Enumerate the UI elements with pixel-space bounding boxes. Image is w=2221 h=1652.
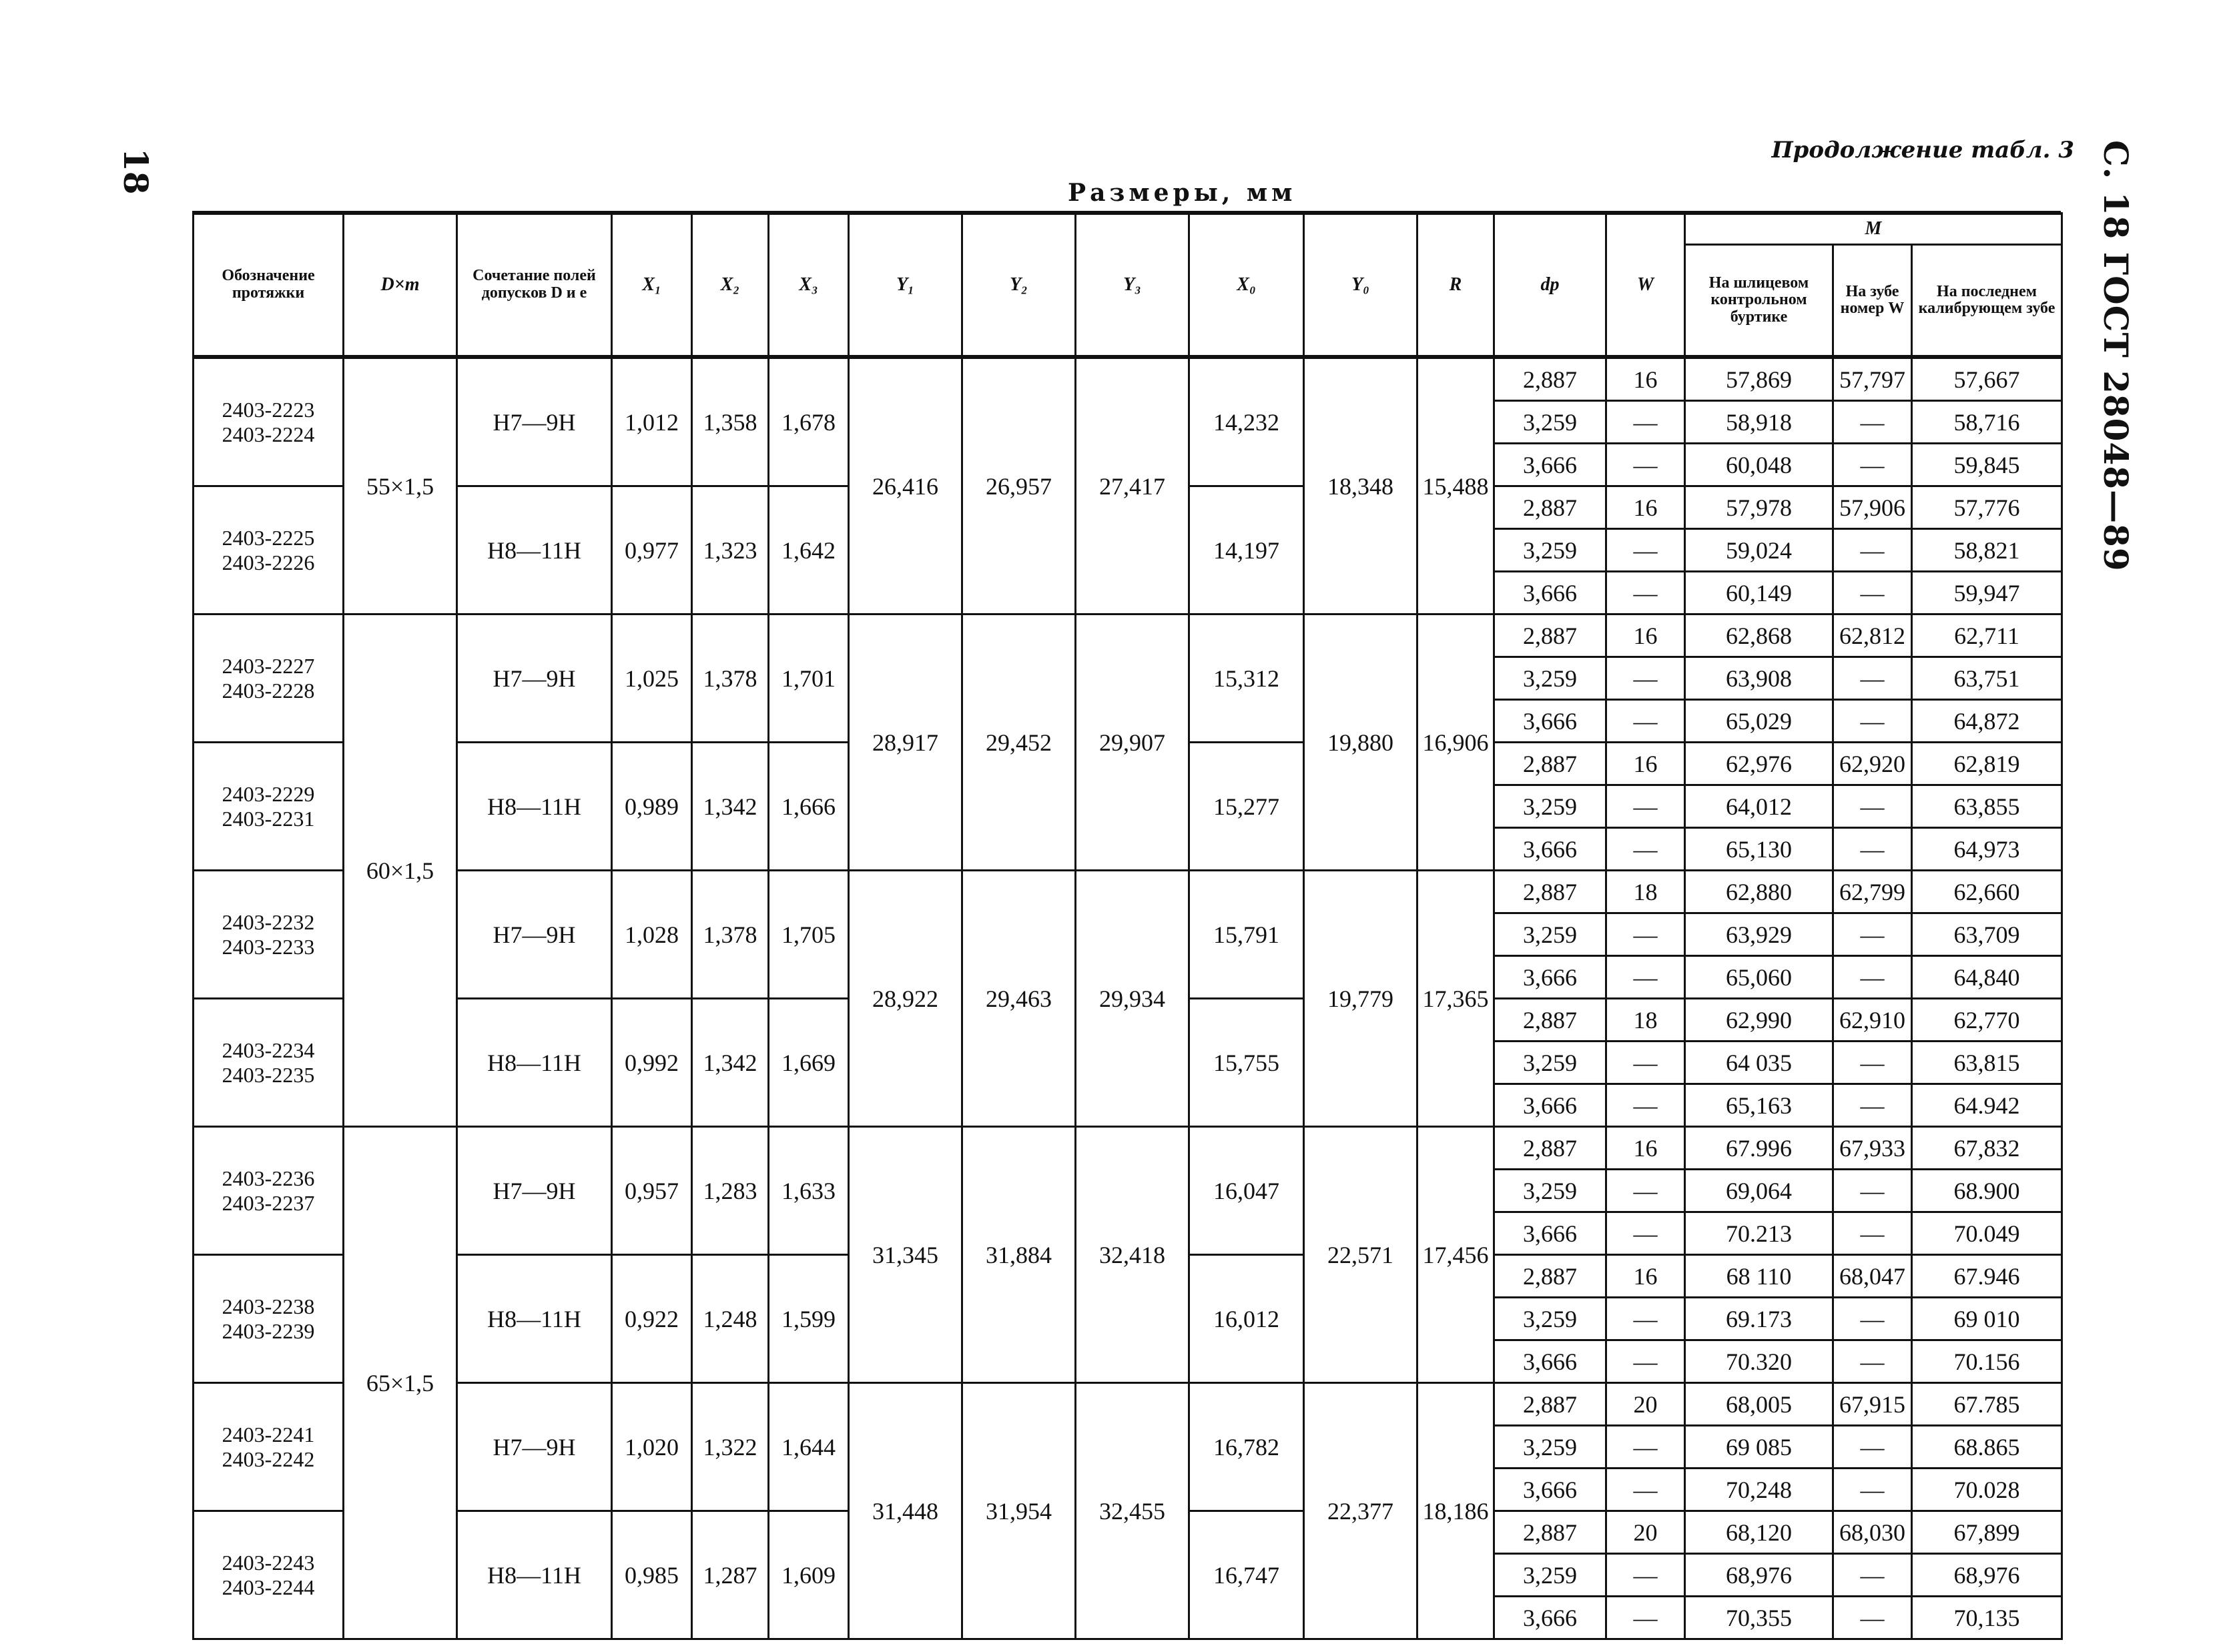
y0-cell: 19,779 bbox=[1304, 871, 1417, 1127]
dp-cell: 3,666 bbox=[1494, 1212, 1606, 1255]
m-spline-cell: 59,024 bbox=[1685, 529, 1833, 572]
designation-cell bbox=[194, 1383, 344, 1511]
m-last-cell: 68,976 bbox=[1912, 1554, 2062, 1597]
m-spline-cell: 64 035 bbox=[1685, 1042, 1833, 1084]
w-cell: — bbox=[1606, 1212, 1685, 1255]
x1-cell: 0,977 bbox=[612, 486, 692, 614]
dp-cell: 3,259 bbox=[1494, 1426, 1606, 1469]
header-x1: X₁ bbox=[612, 214, 692, 358]
dp-cell: 3,666 bbox=[1494, 444, 1606, 486]
x2-cell: 1,323 bbox=[692, 486, 769, 614]
m-spline-cell: 60,048 bbox=[1685, 444, 1833, 486]
m-spline-cell: 62,880 bbox=[1685, 871, 1833, 913]
m-spline-cell: 68,120 bbox=[1685, 1511, 1833, 1554]
m-spline-cell: 65,163 bbox=[1685, 1084, 1833, 1127]
m-last-cell: 70.028 bbox=[1912, 1469, 2062, 1511]
designation-code: 2403-2232 bbox=[222, 909, 315, 934]
table-row bbox=[194, 357, 2062, 401]
w-cell: 16 bbox=[1606, 1127, 1685, 1170]
dp-cell: 2,887 bbox=[1494, 743, 1606, 785]
x2-cell: 1,283 bbox=[692, 1127, 769, 1255]
m-last-cell: 62,770 bbox=[1912, 999, 2062, 1042]
m-tooth-cell: 68,030 bbox=[1833, 1511, 1912, 1554]
x3-cell: 1,644 bbox=[769, 1383, 849, 1511]
x3-cell: 1,599 bbox=[769, 1255, 849, 1383]
header-m-tooth: На зубе номер W bbox=[1833, 245, 1912, 358]
m-tooth-cell: — bbox=[1833, 1212, 1912, 1255]
header-dm: D×m bbox=[344, 214, 457, 358]
y3-cell: 29,907 bbox=[1076, 614, 1189, 871]
designation-cell bbox=[194, 486, 344, 614]
header-r: R bbox=[1417, 214, 1494, 358]
dp-cell: 3,666 bbox=[1494, 1340, 1606, 1383]
dp-cell: 3,259 bbox=[1494, 785, 1606, 828]
m-spline-cell: 68,976 bbox=[1685, 1554, 1833, 1597]
x0-cell: 16,012 bbox=[1189, 1255, 1304, 1383]
m-spline-cell: 65,130 bbox=[1685, 828, 1833, 871]
m-last-cell: 63,751 bbox=[1912, 657, 2062, 700]
designation-code: 2403-2234 bbox=[222, 1038, 315, 1062]
w-cell: — bbox=[1606, 913, 1685, 956]
dp-cell: 2,887 bbox=[1494, 999, 1606, 1042]
w-cell: 20 bbox=[1606, 1511, 1685, 1554]
m-last-cell: 62,711 bbox=[1912, 614, 2062, 657]
x0-cell: 16,047 bbox=[1189, 1127, 1304, 1255]
w-cell: 16 bbox=[1606, 486, 1685, 529]
m-last-cell: 57,667 bbox=[1912, 357, 2062, 401]
tolerance-cell: H7—9H bbox=[457, 1127, 612, 1255]
designation-code: 2403-2242 bbox=[222, 1447, 315, 1471]
m-spline-cell: 70.213 bbox=[1685, 1212, 1833, 1255]
m-spline-cell: 70.320 bbox=[1685, 1340, 1833, 1383]
tolerance-cell: H8—11H bbox=[457, 743, 612, 871]
w-cell: — bbox=[1606, 1469, 1685, 1511]
m-tooth-cell: 62,910 bbox=[1833, 999, 1912, 1042]
table-row bbox=[194, 1383, 2062, 1426]
designation-code: 2403-2243 bbox=[222, 1550, 315, 1575]
designation-code: 2403-2228 bbox=[222, 678, 315, 703]
w-cell: — bbox=[1606, 1426, 1685, 1469]
m-last-cell: 59,947 bbox=[1912, 572, 2062, 614]
m-spline-cell: 63,908 bbox=[1685, 657, 1833, 700]
x1-cell: 0,957 bbox=[612, 1127, 692, 1255]
m-last-cell: 64,973 bbox=[1912, 828, 2062, 871]
w-cell: — bbox=[1606, 1170, 1685, 1212]
m-tooth-cell: — bbox=[1833, 1340, 1912, 1383]
y3-cell: 27,417 bbox=[1076, 357, 1189, 614]
y1-cell: 31,345 bbox=[849, 1127, 962, 1383]
m-spline-cell: 69,064 bbox=[1685, 1170, 1833, 1212]
tolerance-cell: H8—11H bbox=[457, 999, 612, 1127]
m-tooth-cell: — bbox=[1833, 913, 1912, 956]
w-cell: — bbox=[1606, 1084, 1685, 1127]
m-last-cell: 58,821 bbox=[1912, 529, 2062, 572]
table-continuation-label: Продолжение табл. 3 bbox=[1771, 137, 2074, 163]
m-tooth-cell: — bbox=[1833, 700, 1912, 743]
m-last-cell: 63,815 bbox=[1912, 1042, 2062, 1084]
tolerance-cell: H8—11H bbox=[457, 1255, 612, 1383]
x2-cell: 1,248 bbox=[692, 1255, 769, 1383]
y0-cell: 19,880 bbox=[1304, 614, 1417, 871]
tolerance-cell: H7—9H bbox=[457, 614, 612, 743]
dp-cell: 3,666 bbox=[1494, 572, 1606, 614]
r-cell: 18,186 bbox=[1417, 1383, 1494, 1639]
table-row bbox=[194, 614, 2062, 657]
dp-cell: 3,666 bbox=[1494, 956, 1606, 999]
header-dp: dр bbox=[1494, 214, 1606, 358]
units-caption: Размеры, мм bbox=[1068, 179, 1297, 207]
m-spline-cell: 68 110 bbox=[1685, 1255, 1833, 1298]
designation-code: 2403-2244 bbox=[222, 1575, 315, 1599]
w-cell: 20 bbox=[1606, 1383, 1685, 1426]
x3-cell: 1,701 bbox=[769, 614, 849, 743]
m-last-cell: 62,660 bbox=[1912, 871, 2062, 913]
header-y1: Y₁ bbox=[849, 214, 962, 358]
m-spline-cell: 69 085 bbox=[1685, 1426, 1833, 1469]
m-spline-cell: 70,248 bbox=[1685, 1469, 1833, 1511]
dp-cell: 2,887 bbox=[1494, 1127, 1606, 1170]
w-cell: — bbox=[1606, 444, 1685, 486]
m-last-cell: 67,832 bbox=[1912, 1127, 2062, 1170]
x0-cell: 15,277 bbox=[1189, 743, 1304, 871]
header-designation: Обозначение протяжки bbox=[194, 214, 344, 358]
table-row bbox=[194, 871, 2062, 913]
x1-cell: 1,025 bbox=[612, 614, 692, 743]
dp-cell: 3,666 bbox=[1494, 1597, 1606, 1639]
m-last-cell: 59,845 bbox=[1912, 444, 2062, 486]
m-tooth-cell: — bbox=[1833, 1426, 1912, 1469]
x1-cell: 1,020 bbox=[612, 1383, 692, 1511]
m-tooth-cell: — bbox=[1833, 1469, 1912, 1511]
y0-cell: 18,348 bbox=[1304, 357, 1417, 614]
dp-cell: 3,666 bbox=[1494, 828, 1606, 871]
designation-cell bbox=[194, 1127, 344, 1255]
dm-cell: 55×1,5 bbox=[344, 357, 457, 614]
designation-code: 2403-2238 bbox=[222, 1294, 315, 1318]
designation-code: 2403-2233 bbox=[222, 934, 315, 959]
designation-code: 2403-2226 bbox=[222, 550, 315, 574]
dp-cell: 3,259 bbox=[1494, 657, 1606, 700]
x3-cell: 1,633 bbox=[769, 1127, 849, 1255]
x2-cell: 1,322 bbox=[692, 1383, 769, 1511]
y1-cell: 28,917 bbox=[849, 614, 962, 871]
designation-code: 2403-2229 bbox=[222, 781, 315, 806]
m-last-cell: 70,135 bbox=[1912, 1597, 2062, 1639]
m-spline-cell: 69.173 bbox=[1685, 1298, 1833, 1340]
dp-cell: 3,259 bbox=[1494, 1170, 1606, 1212]
m-tooth-cell: 57,906 bbox=[1833, 486, 1912, 529]
dp-cell: 2,887 bbox=[1494, 486, 1606, 529]
m-tooth-cell: — bbox=[1833, 1084, 1912, 1127]
m-last-cell: 62,819 bbox=[1912, 743, 2062, 785]
x0-cell: 15,312 bbox=[1189, 614, 1304, 743]
m-tooth-cell: — bbox=[1833, 401, 1912, 444]
page-number: 18 bbox=[116, 148, 155, 195]
tolerance-cell: H7—9H bbox=[457, 1383, 612, 1511]
w-cell: 18 bbox=[1606, 999, 1685, 1042]
dimensions-table-wrapper bbox=[192, 212, 2063, 1640]
y1-cell: 31,448 bbox=[849, 1383, 962, 1639]
m-spline-cell: 63,929 bbox=[1685, 913, 1833, 956]
y1-cell: 26,416 bbox=[849, 357, 962, 614]
m-last-cell: 64,840 bbox=[1912, 956, 2062, 999]
m-spline-cell: 65,029 bbox=[1685, 700, 1833, 743]
dp-cell: 2,887 bbox=[1494, 1255, 1606, 1298]
m-tooth-cell: — bbox=[1833, 828, 1912, 871]
w-cell: — bbox=[1606, 1554, 1685, 1597]
dp-cell: 2,887 bbox=[1494, 1511, 1606, 1554]
m-spline-cell: 62,976 bbox=[1685, 743, 1833, 785]
designation-code: 2403-2223 bbox=[222, 397, 315, 422]
x0-cell: 15,791 bbox=[1189, 871, 1304, 999]
designation-code: 2403-2235 bbox=[222, 1062, 315, 1087]
x2-cell: 1,378 bbox=[692, 614, 769, 743]
designation-code: 2403-2241 bbox=[222, 1422, 315, 1447]
gost-caption: С. 18 ГОСТ 28048—89 bbox=[2096, 140, 2136, 572]
dm-cell: 60×1,5 bbox=[344, 614, 457, 1127]
w-cell: — bbox=[1606, 572, 1685, 614]
dp-cell: 2,887 bbox=[1494, 1383, 1606, 1426]
x2-cell: 1,342 bbox=[692, 743, 769, 871]
w-cell: — bbox=[1606, 1340, 1685, 1383]
dp-cell: 2,887 bbox=[1494, 871, 1606, 913]
header-tolerance: Сочетание полей допусков D и e bbox=[457, 214, 612, 358]
m-tooth-cell: — bbox=[1833, 657, 1912, 700]
x1-cell: 1,012 bbox=[612, 357, 692, 486]
x1-cell: 0,985 bbox=[612, 1511, 692, 1639]
designation-cell bbox=[194, 1255, 344, 1383]
dimensions-table bbox=[192, 212, 2063, 1640]
header-y3: Y₃ bbox=[1076, 214, 1189, 358]
x0-cell: 16,782 bbox=[1189, 1383, 1304, 1511]
designation-code: 2403-2225 bbox=[222, 525, 315, 550]
header-x0: X₀ bbox=[1189, 214, 1304, 358]
m-last-cell: 67.946 bbox=[1912, 1255, 2062, 1298]
w-cell: — bbox=[1606, 1042, 1685, 1084]
w-cell: — bbox=[1606, 529, 1685, 572]
dm-cell: 65×1,5 bbox=[344, 1127, 457, 1639]
designation-code: 2403-2231 bbox=[222, 806, 315, 831]
m-spline-cell: 57,978 bbox=[1685, 486, 1833, 529]
tolerance-cell: H7—9H bbox=[457, 871, 612, 999]
m-tooth-cell: 67,915 bbox=[1833, 1383, 1912, 1426]
m-tooth-cell: 67,933 bbox=[1833, 1127, 1912, 1170]
m-spline-cell: 62,990 bbox=[1685, 999, 1833, 1042]
y3-cell: 32,418 bbox=[1076, 1127, 1189, 1383]
m-last-cell: 64,872 bbox=[1912, 700, 2062, 743]
x2-cell: 1,287 bbox=[692, 1511, 769, 1639]
m-last-cell: 63,855 bbox=[1912, 785, 2062, 828]
m-tooth-cell: — bbox=[1833, 572, 1912, 614]
m-last-cell: 63,709 bbox=[1912, 913, 2062, 956]
designation-cell bbox=[194, 1511, 344, 1639]
header-m-group: M bbox=[1685, 214, 2062, 245]
w-cell: 18 bbox=[1606, 871, 1685, 913]
m-last-cell: 68.865 bbox=[1912, 1426, 2062, 1469]
m-spline-cell: 57,869 bbox=[1685, 357, 1833, 401]
m-tooth-cell: — bbox=[1833, 1554, 1912, 1597]
tolerance-cell: H7—9H bbox=[457, 357, 612, 486]
r-cell: 16,906 bbox=[1417, 614, 1494, 871]
w-cell: — bbox=[1606, 1597, 1685, 1639]
dp-cell: 3,259 bbox=[1494, 401, 1606, 444]
m-tooth-cell: — bbox=[1833, 529, 1912, 572]
m-last-cell: 70.049 bbox=[1912, 1212, 2062, 1255]
designation-code: 2403-2237 bbox=[222, 1190, 315, 1215]
w-cell: 16 bbox=[1606, 614, 1685, 657]
w-cell: — bbox=[1606, 700, 1685, 743]
x1-cell: 0,922 bbox=[612, 1255, 692, 1383]
w-cell: — bbox=[1606, 401, 1685, 444]
x2-cell: 1,342 bbox=[692, 999, 769, 1127]
w-cell: 16 bbox=[1606, 357, 1685, 401]
m-tooth-cell: 62,812 bbox=[1833, 614, 1912, 657]
w-cell: 16 bbox=[1606, 743, 1685, 785]
m-last-cell: 68.900 bbox=[1912, 1170, 2062, 1212]
designation-cell bbox=[194, 871, 344, 999]
designation-cell bbox=[194, 999, 344, 1127]
r-cell: 15,488 bbox=[1417, 357, 1494, 614]
header-y2: Y₂ bbox=[962, 214, 1076, 358]
dp-cell: 3,259 bbox=[1494, 1042, 1606, 1084]
y3-cell: 32,455 bbox=[1076, 1383, 1189, 1639]
y0-cell: 22,571 bbox=[1304, 1127, 1417, 1383]
m-tooth-cell: — bbox=[1833, 785, 1912, 828]
x3-cell: 1,642 bbox=[769, 486, 849, 614]
w-cell: — bbox=[1606, 1298, 1685, 1340]
m-tooth-cell: 68,047 bbox=[1833, 1255, 1912, 1298]
m-last-cell: 64.942 bbox=[1912, 1084, 2062, 1127]
x0-cell: 14,232 bbox=[1189, 357, 1304, 486]
m-spline-cell: 70,355 bbox=[1685, 1597, 1833, 1639]
m-last-cell: 67,899 bbox=[1912, 1511, 2062, 1554]
x2-cell: 1,378 bbox=[692, 871, 769, 999]
designation-cell bbox=[194, 357, 344, 486]
m-last-cell: 70.156 bbox=[1912, 1340, 2062, 1383]
y3-cell: 29,934 bbox=[1076, 871, 1189, 1127]
dp-cell: 3,259 bbox=[1494, 1298, 1606, 1340]
x3-cell: 1,678 bbox=[769, 357, 849, 486]
tolerance-cell: H8—11H bbox=[457, 486, 612, 614]
x1-cell: 1,028 bbox=[612, 871, 692, 999]
dp-cell: 3,259 bbox=[1494, 913, 1606, 956]
w-cell: — bbox=[1606, 828, 1685, 871]
y2-cell: 31,884 bbox=[962, 1127, 1076, 1383]
y0-cell: 22,377 bbox=[1304, 1383, 1417, 1639]
m-tooth-cell: — bbox=[1833, 956, 1912, 999]
x3-cell: 1,609 bbox=[769, 1511, 849, 1639]
m-tooth-cell: 62,799 bbox=[1833, 871, 1912, 913]
header-m-spline: На шлицевом контрольном буртике bbox=[1685, 245, 1833, 358]
w-cell: 16 bbox=[1606, 1255, 1685, 1298]
m-tooth-cell: 62,920 bbox=[1833, 743, 1912, 785]
y2-cell: 26,957 bbox=[962, 357, 1076, 614]
m-tooth-cell: 57,797 bbox=[1833, 357, 1912, 401]
dp-cell: 3,666 bbox=[1494, 1084, 1606, 1127]
x1-cell: 0,989 bbox=[612, 743, 692, 871]
m-tooth-cell: — bbox=[1833, 1298, 1912, 1340]
dp-cell: 2,887 bbox=[1494, 614, 1606, 657]
dp-cell: 3,259 bbox=[1494, 529, 1606, 572]
designation-code: 2403-2236 bbox=[222, 1166, 315, 1190]
m-spline-cell: 68,005 bbox=[1685, 1383, 1833, 1426]
x2-cell: 1,358 bbox=[692, 357, 769, 486]
header-m-last: На последнем калибрующем зубе bbox=[1912, 245, 2062, 358]
m-spline-cell: 67.996 bbox=[1685, 1127, 1833, 1170]
w-cell: — bbox=[1606, 657, 1685, 700]
table-row bbox=[194, 1127, 2062, 1170]
m-last-cell: 57,776 bbox=[1912, 486, 2062, 529]
m-spline-cell: 58,918 bbox=[1685, 401, 1833, 444]
r-cell: 17,365 bbox=[1417, 871, 1494, 1127]
designation-cell bbox=[194, 614, 344, 743]
x0-cell: 15,755 bbox=[1189, 999, 1304, 1127]
x3-cell: 1,705 bbox=[769, 871, 849, 999]
x3-cell: 1,666 bbox=[769, 743, 849, 871]
m-spline-cell: 64,012 bbox=[1685, 785, 1833, 828]
y1-cell: 28,922 bbox=[849, 871, 962, 1127]
x1-cell: 0,992 bbox=[612, 999, 692, 1127]
m-spline-cell: 65,060 bbox=[1685, 956, 1833, 999]
w-cell: — bbox=[1606, 956, 1685, 999]
dp-cell: 2,887 bbox=[1494, 357, 1606, 401]
x0-cell: 16,747 bbox=[1189, 1511, 1304, 1639]
header-w: W bbox=[1606, 214, 1685, 358]
designation-code: 2403-2227 bbox=[222, 653, 315, 678]
dp-cell: 3,259 bbox=[1494, 1554, 1606, 1597]
tolerance-cell: H8—11H bbox=[457, 1511, 612, 1639]
designation-code: 2403-2239 bbox=[222, 1318, 315, 1343]
y2-cell: 31,954 bbox=[962, 1383, 1076, 1639]
r-cell: 17,456 bbox=[1417, 1127, 1494, 1383]
m-tooth-cell: — bbox=[1833, 444, 1912, 486]
dp-cell: 3,666 bbox=[1494, 1469, 1606, 1511]
m-spline-cell: 62,868 bbox=[1685, 614, 1833, 657]
designation-code: 2403-2224 bbox=[222, 422, 315, 446]
m-tooth-cell: — bbox=[1833, 1042, 1912, 1084]
header-y0: Y₀ bbox=[1304, 214, 1417, 358]
header-x3: X₃ bbox=[769, 214, 849, 358]
table-body bbox=[194, 357, 2062, 1639]
m-last-cell: 58,716 bbox=[1912, 401, 2062, 444]
designation-cell bbox=[194, 743, 344, 871]
m-last-cell: 69 010 bbox=[1912, 1298, 2062, 1340]
y2-cell: 29,463 bbox=[962, 871, 1076, 1127]
header-x2: X₂ bbox=[692, 214, 769, 358]
m-last-cell: 67.785 bbox=[1912, 1383, 2062, 1426]
m-spline-cell: 60,149 bbox=[1685, 572, 1833, 614]
x3-cell: 1,669 bbox=[769, 999, 849, 1127]
x0-cell: 14,197 bbox=[1189, 486, 1304, 614]
m-tooth-cell: — bbox=[1833, 1597, 1912, 1639]
y2-cell: 29,452 bbox=[962, 614, 1076, 871]
dp-cell: 3,666 bbox=[1494, 700, 1606, 743]
m-tooth-cell: — bbox=[1833, 1170, 1912, 1212]
w-cell: — bbox=[1606, 785, 1685, 828]
